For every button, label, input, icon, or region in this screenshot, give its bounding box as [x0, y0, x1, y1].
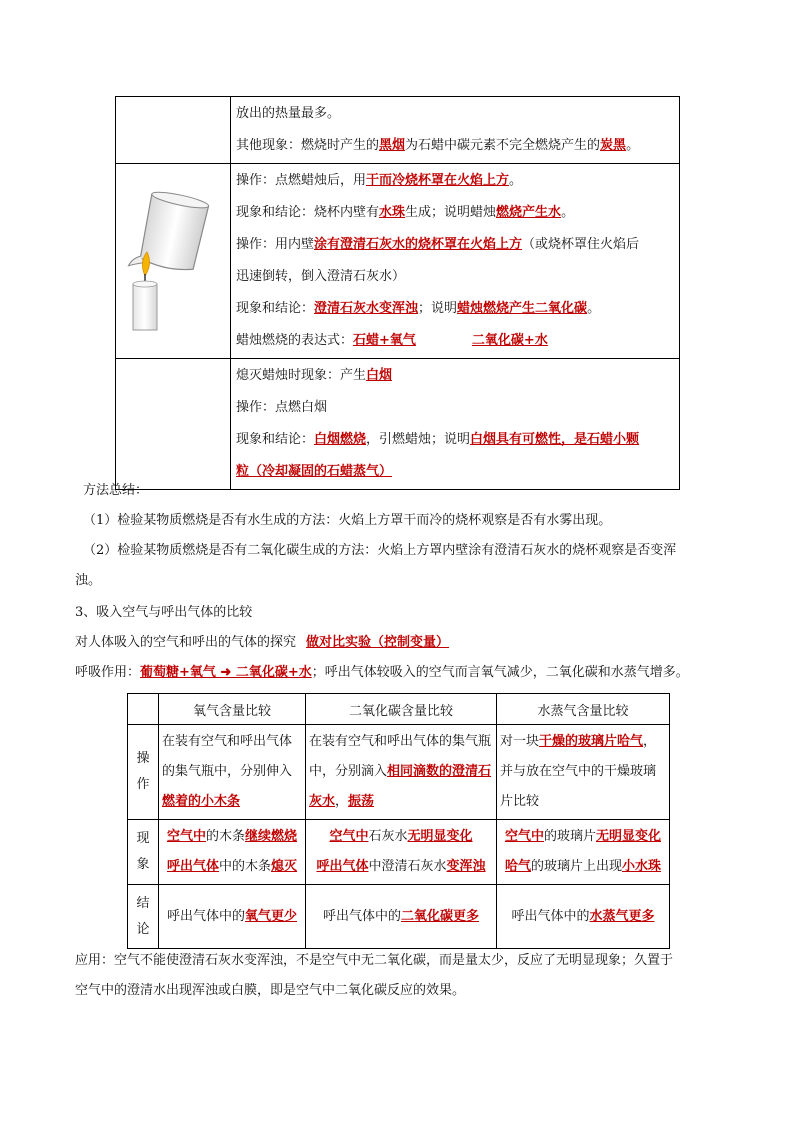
result-smoke-cont: 粒（冷却凝固的石蜡蒸气）: [236, 464, 393, 479]
empty-image-cell: [116, 97, 231, 164]
extinguish-phenomenon: 熄灭蜡烛时现象：产生白烟: [236, 368, 393, 383]
corner-cell: [128, 694, 159, 725]
ph-co2: 空气中石灰水无明显变化 呼出气体中澄清石灰水变浑浊: [306, 820, 497, 885]
ph-oxygen: 空气中的木条继续燃烧 呼出气体中的木条熄灭: [159, 820, 306, 885]
summary-item-1: （1）检验某物质燃烧是否有水生成的方法：火焰上方罩干而冷的烧杯观察是否有水雾出现。: [83, 513, 612, 528]
op-co2: 在装有空气和呼出气体的集气瓶中，分别滴入相同滴数的澄清石灰水，振荡: [306, 725, 497, 820]
flame-test-row: [231, 164, 680, 359]
result-co2: 现象和结论：澄清石灰水变浑浊；说明蜡烛燃烧产生二氧化碳。: [236, 301, 601, 316]
operation-limewater-beaker-cont: 迅速倒转，倒入澄清石灰水）: [236, 269, 406, 284]
application-line-2: 空气中的澄清水出现浑浊或白膜，即是空气中二氧化碳反应的效果。: [75, 983, 466, 998]
header-co2: 二氧化碳含量比较: [306, 694, 497, 725]
header-oxygen: 氧气含量比较: [159, 694, 306, 725]
extinguish-row: [231, 359, 680, 490]
operation-ignite-smoke: 操作：点燃白烟: [236, 400, 328, 415]
co-water: 呼出气体中的水蒸气更多: [497, 885, 670, 949]
header-water: 水蒸气含量比较: [497, 694, 670, 725]
co-co2: 呼出气体中的二氧化碳更多: [306, 885, 497, 949]
section-3-inquiry: 对人体吸入的空气和呼出的气体的探究 做对比实验（控制变量）: [75, 635, 450, 650]
air-comparison-table: [127, 693, 670, 949]
row-label-phenomenon: 现 象: [128, 820, 159, 885]
beaker-over-candle-illustration: [117, 184, 227, 334]
op-water: 对一块干燥的玻璃片哈气，并与放在空气中的干燥玻璃片比较: [497, 725, 670, 820]
operation-limewater-beaker: 操作：用内壁涂有澄清石灰水的烧杯罩在火焰上方（或烧杯罩住火焰后: [236, 237, 640, 252]
op-oxygen: 在装有空气和呼出气体的集气瓶中，分别伸入燃着的小木条: [159, 725, 306, 820]
other-phenomenon-line: 其他现象：燃烧时产生的黑烟为石蜡中碳元素不完全燃烧产生的炭黑。: [236, 138, 640, 153]
combustion-expression: 蜡烛燃烧的表达式：石蜡+氧气 二氧化碳+水: [236, 333, 548, 348]
respiration-line: 呼吸作用：葡萄糖+氧气 ➜ 二氧化碳+水；呼出气体较吸入的空气而言氧气减少，二氧化碳和水蒸气增多。: [75, 665, 689, 680]
summary-title: 方法总结：: [83, 483, 149, 498]
ph-water: 空气中的玻璃片无明显变化 哈气的玻璃片上出现小水珠: [497, 820, 670, 885]
result-water: 现象和结论：烧杯内壁有水珠生成；说明蜡烛燃烧产生水。: [236, 205, 575, 220]
co-oxygen: 呼出气体中的氧气更少: [159, 885, 306, 949]
row-label-operation: 操 作: [128, 725, 159, 820]
candle-experiment-table: [115, 96, 680, 490]
beaker-candle-image-cell: [116, 164, 231, 359]
application-line-1: 应用：空气不能使澄清石灰水变浑浊，不是空气中无二氧化碳，而是量太少，反应了无明显现象；久置于: [75, 953, 674, 968]
operation-dry-beaker: 操作：点燃蜡烛后，用干而冷烧杯罩在火焰上方。: [236, 173, 523, 188]
empty-image-cell-2: [116, 359, 231, 490]
row-label-conclusion: 结 论: [128, 885, 159, 949]
application: [75, 946, 775, 1006]
method-summary: [75, 476, 775, 596]
summary-item-2: （2）检验某物质燃烧是否有二氧化碳生成的方法：火焰上方罩内壁涂有澄清石灰水的烧杯观察是否变浑: [83, 543, 677, 558]
section-3-heading: 3、吸入空气与呼出气体的比较: [75, 605, 253, 620]
heat-row: [231, 97, 680, 164]
heat-line: 放出的热量最多。: [236, 106, 341, 121]
section-3: [75, 598, 775, 688]
summary-item-2-cont: 浊。: [75, 573, 102, 588]
result-smoke: 现象和结论：白烟燃烧，引燃蜡烛；说明白烟具有可燃性，是石蜡小颗: [236, 432, 640, 447]
